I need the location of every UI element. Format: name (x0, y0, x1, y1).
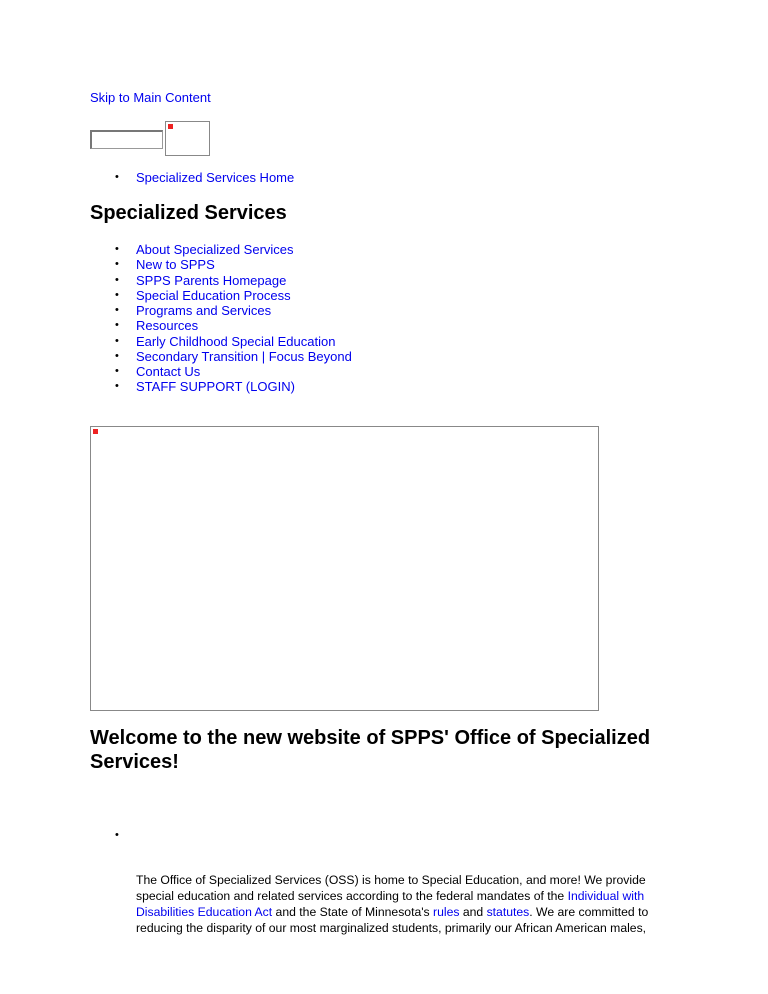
intro-text: and the State of Minnesota's (272, 905, 434, 919)
statutes-link[interactable]: statutes (486, 905, 530, 919)
nav-link-sped-process[interactable]: Special Education Process (136, 287, 291, 303)
search-input[interactable] (90, 130, 163, 149)
content-list (90, 828, 140, 843)
nav-item (90, 349, 352, 364)
specialized-services-home-link[interactable]: Specialized Services Home (136, 170, 295, 185)
nav-link-staff-support[interactable]: STAFF SUPPORT (LOGIN) (136, 379, 295, 395)
logo-image (165, 121, 210, 156)
nav-link-resources[interactable]: Resources (136, 318, 199, 334)
list-item (90, 828, 140, 843)
nav-item (90, 364, 352, 379)
top-nav-item (90, 170, 294, 185)
nav-item (90, 273, 352, 288)
skip-to-main-content-link[interactable]: Skip to Main Content (90, 90, 211, 105)
broken-image-icon (93, 429, 98, 434)
nav-item (90, 288, 352, 303)
side-nav (90, 242, 352, 395)
intro-text: The Office of Specialized Services (OSS) is home to Special Education, and more! We provide special education and related services according to the federal mandates of the (136, 873, 646, 903)
nav-item (90, 303, 352, 318)
nav-link-early-childhood[interactable]: Early Childhood Special Education (136, 333, 336, 349)
welcome-heading: Welcome to the new website of SPPS' Office of Specialized Services! (90, 727, 651, 773)
section-title: Specialized Services (90, 202, 287, 224)
banner-image (90, 426, 599, 711)
nav-item (90, 318, 352, 333)
intro-text: . We are committed to reducing the disparity of our most marginalized students, primarily our African American males, (136, 905, 649, 935)
nav-item (90, 379, 352, 394)
nav-link-about[interactable]: About Specialized Services (136, 242, 294, 257)
nav-link-new-to-spps[interactable]: New to SPPS (136, 257, 215, 273)
intro-paragraph (136, 872, 666, 936)
nav-item (90, 242, 352, 257)
broken-image-icon (168, 124, 173, 129)
nav-item (90, 257, 352, 272)
nav-link-parents-homepage[interactable]: SPPS Parents Homepage (136, 272, 287, 288)
nav-item (90, 334, 352, 349)
idea-link[interactable]: Individual with Disabilities Education Act (136, 889, 645, 919)
nav-link-contact[interactable]: Contact Us (136, 364, 201, 379)
rules-link[interactable]: rules (433, 905, 460, 919)
nav-link-programs[interactable]: Programs and Services (136, 303, 272, 318)
intro-text: and (459, 905, 487, 919)
top-nav (90, 170, 294, 185)
nav-link-secondary-transition[interactable]: Secondary Transition | Focus Beyond (136, 348, 352, 364)
